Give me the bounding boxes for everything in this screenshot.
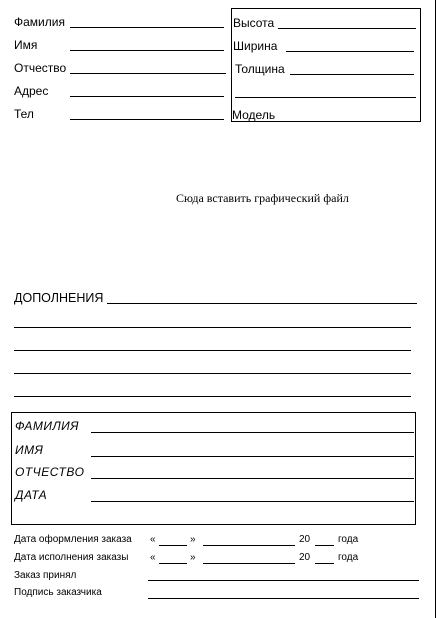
completion-date-quote-open: « [150, 552, 156, 563]
client-patronymic-label: ОТЧЕСТВО [15, 465, 85, 479]
completion-year-prefix: 20 [299, 552, 311, 563]
extra-dimension-field[interactable] [235, 97, 416, 98]
additions-line-2[interactable] [14, 327, 411, 328]
order-year-prefix: 20 [299, 534, 311, 545]
client-date-label: ДАТА [15, 488, 48, 502]
order-year-word: года [338, 534, 359, 545]
order-day-field[interactable] [159, 545, 187, 546]
additions-line-3[interactable] [14, 350, 411, 351]
order-date-quote-open: « [150, 534, 156, 545]
completion-date-label: Дата исполнения заказы [14, 552, 129, 563]
customer-signature-label: Подпись заказчика [14, 587, 102, 598]
client-date-field[interactable] [91, 501, 414, 502]
address-label: Адрес [14, 84, 49, 98]
additions-line-1[interactable] [107, 303, 417, 304]
accepted-by-field[interactable] [148, 580, 419, 581]
name-label: Имя [14, 38, 38, 52]
phone-label: Тел [14, 107, 34, 121]
patronymic-field[interactable] [70, 73, 226, 74]
completion-month-field[interactable] [203, 563, 295, 564]
completion-day-field[interactable] [159, 563, 187, 564]
completion-date-quote-close: » [190, 552, 196, 563]
client-name-field[interactable] [91, 456, 414, 457]
image-placeholder-text: Сюда вставить графический файл [176, 191, 349, 205]
completion-year-word: года [338, 552, 359, 563]
additions-label: ДОПОЛНЕНИЯ [14, 291, 104, 305]
surname-field[interactable] [70, 27, 224, 28]
client-surname-label: ФАМИЛИЯ [15, 419, 79, 433]
patronymic-label: Отчество [14, 61, 67, 75]
customer-signature-field[interactable] [148, 598, 419, 599]
order-year-field[interactable] [315, 545, 334, 546]
surname-label: Фамилия [14, 15, 65, 29]
height-label: Высота [233, 16, 275, 30]
client-box [11, 412, 416, 525]
thickness-field[interactable] [290, 74, 414, 75]
accepted-by-label: Заказ принял [14, 570, 77, 581]
model-label: Модель [232, 108, 276, 122]
order-date-quote-close: » [190, 534, 196, 545]
address-field[interactable] [70, 96, 224, 97]
width-label: Ширина [233, 39, 278, 53]
height-field[interactable] [278, 28, 416, 29]
width-field[interactable] [286, 51, 414, 52]
dimensions-box [231, 8, 421, 122]
order-month-field[interactable] [203, 545, 295, 546]
additions-line-5[interactable] [14, 396, 411, 397]
thickness-label: Толщина [235, 62, 285, 76]
name-field[interactable] [70, 50, 224, 51]
client-name-label: ИМЯ [15, 443, 44, 457]
completion-year-field[interactable] [315, 563, 334, 564]
client-patronymic-field[interactable] [91, 478, 414, 479]
additions-line-4[interactable] [14, 373, 411, 374]
phone-field[interactable] [70, 119, 224, 120]
order-date-label: Дата оформления заказа [14, 534, 132, 545]
client-surname-field[interactable] [91, 432, 414, 433]
